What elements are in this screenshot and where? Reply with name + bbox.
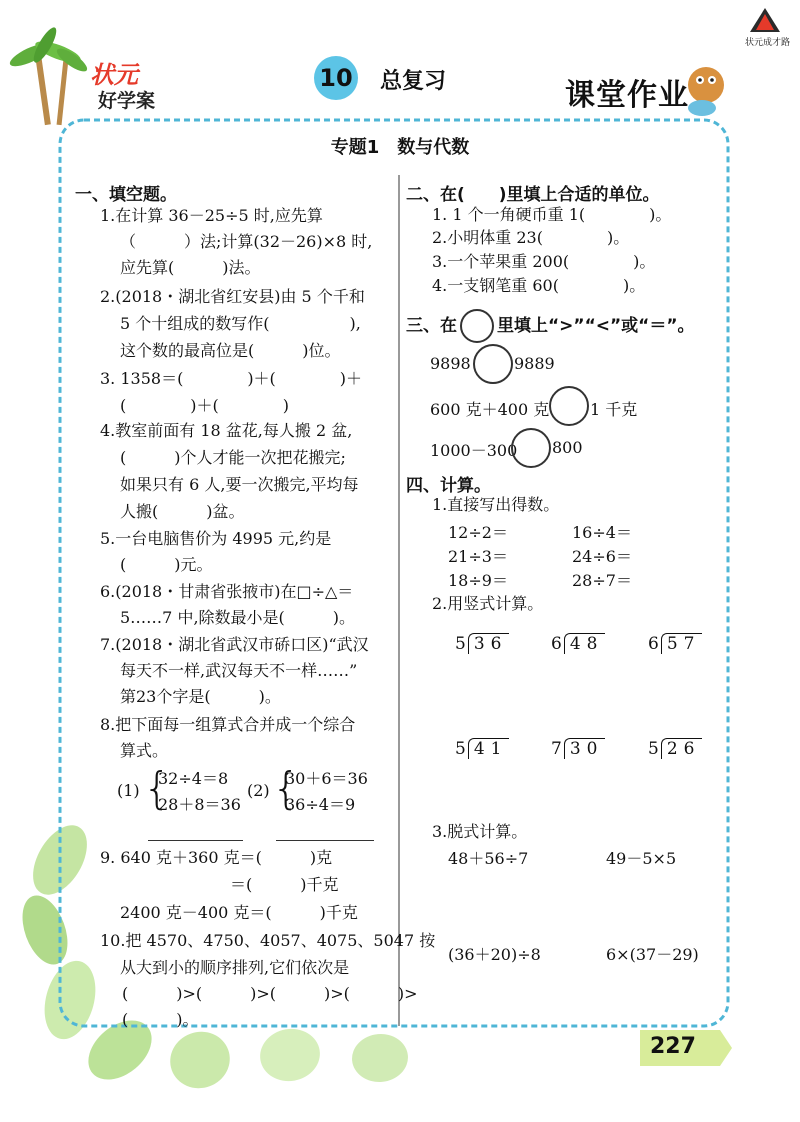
- vertical-division-2: [551, 633, 605, 654]
- compare-3-right: 800: [552, 438, 583, 457]
- q4-line3: 如果只有 6 人,要一次搬完,平均每: [120, 475, 359, 494]
- oral-5: 18÷9＝: [448, 571, 508, 590]
- q1-line2: （ ）法;计算(32－26)×8 时,: [120, 232, 373, 251]
- right-title: 课堂作业: [565, 78, 689, 113]
- vertical-division-6: [648, 738, 702, 759]
- divisor: 6: [648, 634, 659, 654]
- q8-sub1-line1: 32÷4＝8: [158, 769, 229, 788]
- topic-title: 专题1 数与代数: [330, 137, 470, 158]
- compare-1-circle[interactable]: [473, 344, 513, 384]
- q6-line2: 5……7 中,除数最小是( )。: [120, 608, 356, 627]
- divisor: 6: [551, 634, 562, 654]
- compare-2-left: 600 克＋400 克: [430, 400, 550, 419]
- q8-sub1-brace: {: [143, 763, 171, 814]
- divisor: 5: [648, 739, 659, 759]
- q7-line2: 每天不一样,武汉每天不一样……”: [120, 661, 358, 680]
- q1-line3: 应先算( )法。: [120, 258, 261, 277]
- oral-6: 28÷7＝: [572, 571, 632, 590]
- q8-sub2-line1: 30＋6＝36: [285, 769, 368, 788]
- q4-line4: 人搬( )盆。: [120, 502, 245, 521]
- q9-line2: ＝( )千克: [230, 875, 339, 894]
- mixed-4: 6×(37－29): [606, 945, 699, 964]
- mixed-1: 48＋56÷7: [448, 849, 529, 868]
- compare-3-circle[interactable]: [511, 428, 551, 468]
- palm-tree-icon: [7, 25, 90, 125]
- dividend: 26: [661, 738, 703, 759]
- q10-line4: ( )。: [122, 1010, 199, 1029]
- q10-line3: ( )>( )>( )>( )>: [122, 984, 418, 1003]
- compare-circle-sample: [460, 309, 494, 343]
- q8-sub2-brace: {: [272, 763, 300, 814]
- q8-sub2-label: (2): [247, 781, 270, 800]
- section-2-heading: 二、在( )里填上合适的单位。: [406, 185, 660, 205]
- q2-line2: 5 个十组成的数写作( ),: [120, 314, 361, 333]
- s2-item-2: 2.小明体重 23( )。: [432, 228, 630, 247]
- q5-line1: 5.一台电脑售价为 4995 元,约是: [100, 529, 332, 548]
- q3-line2: ( )＋( ): [120, 396, 289, 415]
- oral-3: 21÷3＝: [448, 547, 508, 566]
- q8-answer-line-2[interactable]: [276, 840, 374, 841]
- q8-line2: 算式。: [120, 741, 169, 760]
- oral-2: 16÷4＝: [572, 523, 632, 542]
- q2-line3: 这个数的最高位是( )位。: [120, 341, 341, 360]
- brand-logo: [90, 55, 180, 113]
- q8-sub1-line2: 28＋8＝36: [158, 795, 241, 814]
- divisor: 5: [455, 739, 466, 759]
- oral-4: 24÷6＝: [572, 547, 632, 566]
- vertical-division-1: [455, 633, 509, 654]
- q8-sub2-line2: 36÷4＝9: [285, 795, 356, 814]
- q3-line1: 3. 1358＝( )＋( )＋: [100, 369, 363, 388]
- vertical-division-5: [551, 738, 605, 759]
- q7-line1: 7.(2018・湖北省武汉市硚口区)“武汉: [100, 635, 369, 654]
- s4-part1-title: 1.直接写出得数。: [432, 495, 560, 514]
- page-number: 227: [650, 1034, 696, 1059]
- section-4-heading: 四、计算。: [406, 476, 491, 496]
- section-3-post: 里填上“>”“<”或“＝”。: [497, 316, 695, 336]
- q2-line1: 2.(2018・湖北省红安县)由 5 个千和: [100, 287, 365, 306]
- s2-item-3: 3.一个苹果重 200( )。: [432, 252, 656, 271]
- dividend: 36: [468, 633, 510, 654]
- q9-line1: 9. 640 克＋360 克＝( )克: [100, 848, 333, 867]
- unit-title: 总复习: [380, 69, 447, 94]
- mixed-2: 49－5×5: [606, 849, 677, 868]
- corner-caption: 状元成才路: [745, 38, 791, 48]
- section-1-heading: 一、填空题。: [75, 185, 177, 205]
- s2-item-1: 1. 1 个一角硬币重 1( )。: [432, 205, 672, 224]
- compare-1-left: 9898: [430, 354, 471, 373]
- q8-line1: 8.把下面每一组算式合并成一个综合: [100, 715, 356, 734]
- q8-answer-line-1[interactable]: [148, 840, 243, 841]
- q6-line1: 6.(2018・甘肃省张掖市)在□÷△＝: [100, 582, 354, 601]
- mascot-icon: [688, 67, 724, 116]
- compare-2-right: 1 千克: [590, 400, 638, 419]
- q10-line2: 从大到小的顺序排列,它们依次是: [120, 958, 350, 977]
- compare-3-left: 1000－300: [430, 441, 518, 460]
- logo-line1: 状元: [90, 61, 138, 89]
- s4-part3-title: 3.脱式计算。: [432, 822, 528, 841]
- divisor: 7: [551, 739, 562, 759]
- section-3-pre: 三、在: [406, 316, 457, 336]
- dividend: 30: [564, 738, 606, 759]
- q4-line1: 4.教室前面有 18 盆花,每人搬 2 盆,: [100, 421, 353, 440]
- logo-line2: 好学案: [98, 90, 156, 112]
- dividend: 57: [661, 633, 703, 654]
- s4-part2-title: 2.用竖式计算。: [432, 594, 544, 613]
- q8-sub1-label: (1): [117, 781, 140, 800]
- dividend: 48: [564, 633, 606, 654]
- mixed-3: (36＋20)÷8: [448, 945, 541, 964]
- q1-line1: 1.在计算 36－25÷5 时,应先算: [100, 206, 323, 225]
- q5-line2: ( )元。: [120, 555, 213, 574]
- brand-mark-icon: [750, 8, 780, 32]
- oral-1: 12÷2＝: [448, 523, 508, 542]
- section-3-heading: [406, 309, 695, 343]
- q10-line1: 10.把 4570、4750、4057、4075、5047 按: [100, 931, 436, 950]
- vertical-division-4: [455, 738, 509, 759]
- divisor: 5: [455, 634, 466, 654]
- dividend: 41: [468, 738, 510, 759]
- q9-line3: 2400 克－400 克＝( )千克: [120, 903, 358, 922]
- q4-line2: ( )个人才能一次把花搬完;: [120, 448, 346, 467]
- vertical-division-3: [648, 633, 702, 654]
- compare-1-right: 9889: [514, 354, 555, 373]
- s2-item-4: 4.一支钢笔重 60( )。: [432, 276, 646, 295]
- unit-number-badge: 10: [319, 64, 353, 92]
- compare-2-circle[interactable]: [549, 386, 589, 426]
- q7-line3: 第23个字是( )。: [120, 687, 281, 706]
